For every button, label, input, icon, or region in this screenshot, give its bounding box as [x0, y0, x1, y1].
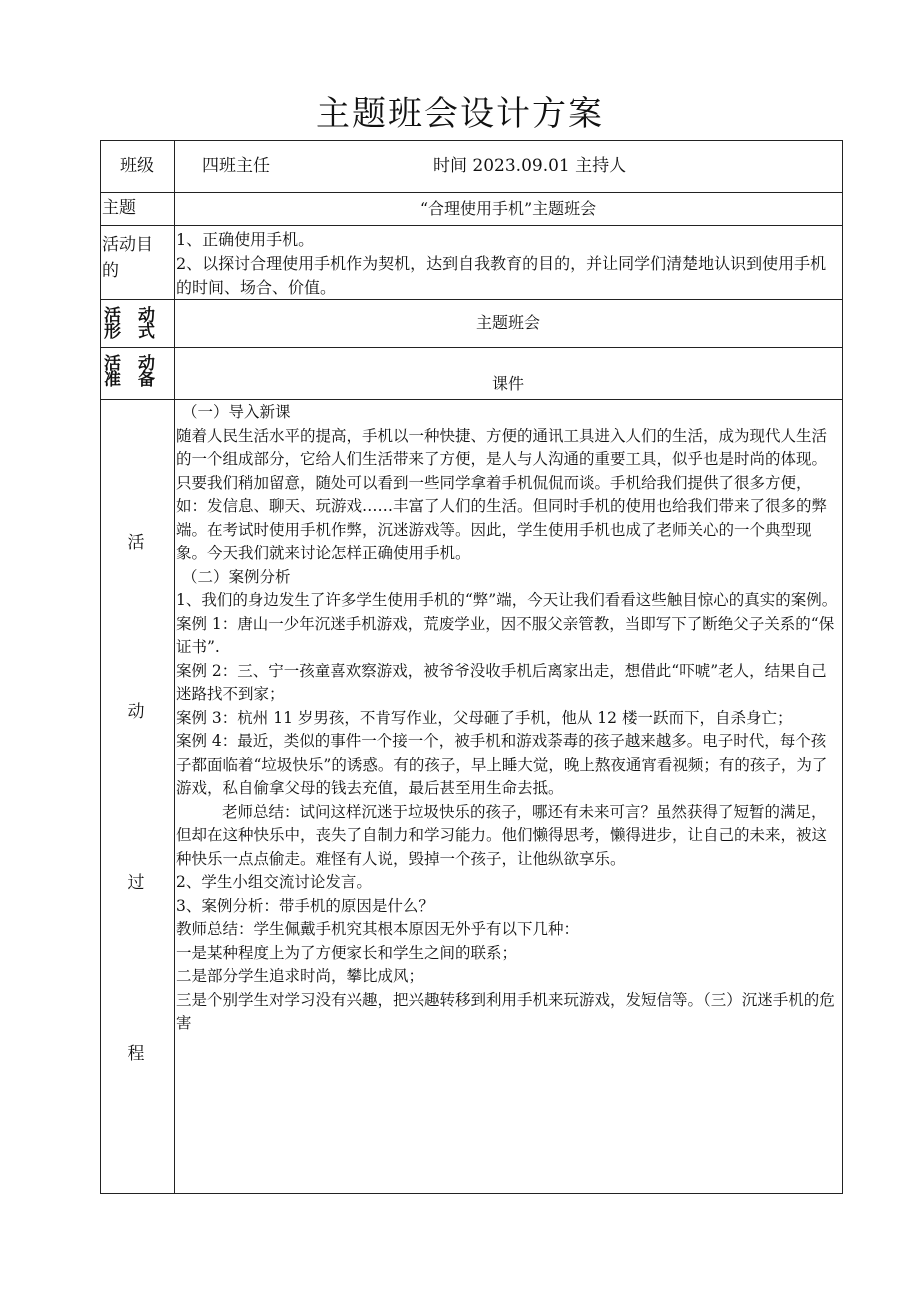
- case-paragraph: 案例 3：杭州 11 岁男孩，不肯写作业，父母砸了手机，他从 12 楼一跃而下，自杀身亡；: [176, 708, 793, 727]
- goal-label-line2: 的: [102, 261, 119, 281]
- prep-label: [104, 356, 172, 388]
- section-heading: （二）案例分析: [182, 567, 291, 586]
- reason-item: 三是个别学生对学习没有兴趣，把兴趣转移到利用手机来玩游戏，发短信等。（三）沉迷手机的危害: [176, 990, 835, 1032]
- prep-label-line1: 活 动: [104, 354, 155, 374]
- form-value: 主题班会: [475, 313, 540, 332]
- paragraph: 随着人民生活水平的提高，手机以一种快捷、方便的通讯工具进入人们的生活，成为现代人生活的一个组成部分，它给人们生活带来了方便，是人与人沟通的重要工具，似乎也是时尚的体现。只要我们稍加留意，随处可以看到一些同学拿着手机侃侃而谈。手机给我们提供了很多方便，如：发信息、聊天、玩游戏……丰富了人们的生活。但同时手机的使用也给我们带来了很多的弊端。在考试时使用手机作弊，沉迷游戏等。因此，学生使用手机也成了老师关心的一个典型现象。今天我们就来讨论怎样正确使用手机。: [176, 426, 828, 562]
- process-body: [176, 401, 841, 1036]
- document-title: 主题班会设计方案: [316, 94, 604, 134]
- theme-value: “合理使用手机”主题班会: [419, 199, 597, 218]
- goal-label-line1: 活动目: [102, 235, 153, 255]
- reason-item: 二是部分学生追求时尚，攀比成风；: [176, 967, 425, 985]
- reason-item: 一是某种程度上为了方便家长和学生之间的联系；: [176, 943, 518, 962]
- prep-value: 课件: [491, 374, 524, 393]
- process-label-char: 过: [127, 873, 145, 893]
- row-divider-2: [100, 225, 843, 226]
- goal-item: 1、正确使用手机。: [176, 230, 315, 249]
- section-heading: （一）导入新课: [182, 403, 291, 421]
- teacher-label: 四班主任: [202, 156, 270, 176]
- process-label-char: 动: [127, 702, 145, 722]
- process-label-char: 活: [127, 533, 145, 553]
- row-divider-4: [100, 347, 843, 348]
- process-label-char: 程: [127, 1044, 145, 1064]
- case-paragraph: 案例 2：三、宁一孩童喜欢察游戏，被爷爷没收手机后离家出走，想借此“吓唬”老人，结果自己迷路找不到家；: [176, 661, 827, 703]
- paragraph: 3、案例分析：带手机的原因是什么？: [176, 896, 434, 915]
- theme-label: 主题: [102, 198, 136, 218]
- paragraph: 教师总结：学生佩戴手机究其根本原因无外乎有以下几种：: [176, 920, 580, 938]
- form-label-line2: 形 式: [104, 322, 155, 342]
- case-paragraph: 案例 4：最近，类似的事件一个接一个，被手机和游戏荼毒的孩子越来越多。电子时代，每个孩子都面临着“垃圾快乐”的诱惑。有的孩子，早上睡大觉，晚上熬夜通宵看视频；有的孩子，为了游戏，私自偷拿父母的钱去充值，最后甚至用生命去抵。: [176, 732, 828, 797]
- table-border-bottom: [100, 1193, 843, 1194]
- case-paragraph: 案例 1：唐山一少年沉迷手机游戏，荒废学业，因不服父亲管教，当即写下了断绝父子关系的“保证书”.: [176, 614, 835, 656]
- form-label: [104, 308, 172, 340]
- form-label-line1: 活 动: [104, 306, 155, 326]
- teacher-summary: 老师总结：试问这样沉迷于垃圾快乐的孩子，哪还有未来可言？虽然获得了短暂的满足，但却在这种快乐中，丧失了自制力和学习能力。他们懒得思考，懒得进步，让自己的未来，被这种快乐一点点偷走。难怪有人说，毁掉一个孩子，让他纵欲享乐。: [176, 802, 828, 868]
- paragraph: 1、我们的身边发生了许多学生使用手机的“弊”端，今天让我们看看这些触目惊心的真实的案例。: [176, 591, 838, 609]
- class-label: 班级: [120, 156, 154, 176]
- process-label: [100, 399, 174, 1193]
- row-divider-5: [100, 399, 843, 400]
- paragraph: 2、学生小组交流讨论发言。: [176, 873, 372, 891]
- goal-list: [176, 228, 840, 300]
- prep-label-line2: 准 备: [104, 370, 155, 390]
- goal-item: 2、以探讨合理使用手机作为契机，达到自我教育的目的，并让同学们清楚地认识到使用手机的时间、场合、价值。: [176, 254, 827, 297]
- goal-label: [102, 232, 174, 284]
- time-host-label: 时间 2023.09.01 主持人: [433, 156, 627, 176]
- table-border-right: [842, 140, 843, 1194]
